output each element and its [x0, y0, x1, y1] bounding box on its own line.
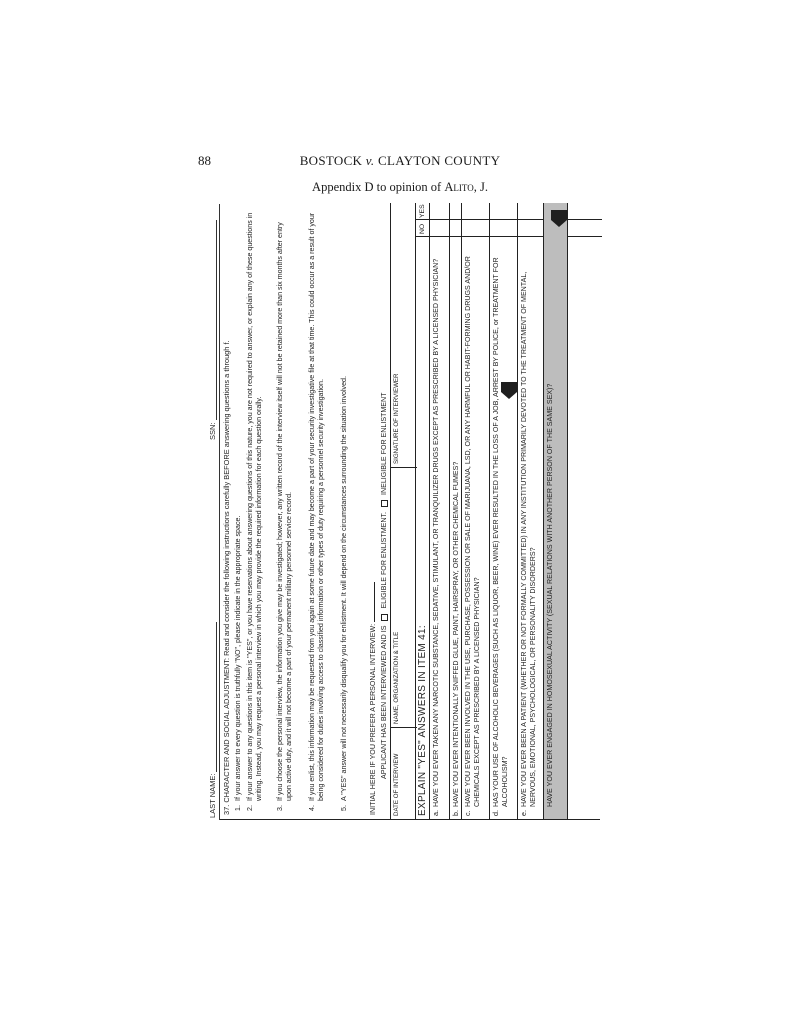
initial-here-label: INITIAL HERE IF YOU PREFER A PERSONAL INTERVIEW:: [369, 623, 377, 815]
appendix-caption: [0, 180, 800, 195]
instruction-text: If your answer to every question is truthfully "NO", please indicate in the appropriate space.: [234, 515, 242, 801]
ineligible-label: INELIGIBLE FOR ENLISTMENT: [380, 392, 388, 495]
appendix-prefix: Appendix D to opinion of: [312, 180, 445, 194]
instruction-text: If you choose the personal interview, the information you give may be investigated; however, any written record of the interview itself will not be retained more than six months after entry upon active duty, and it will not become a part of your permanent military personnel service record.: [276, 222, 293, 801]
initial-here-blank[interactable]: [369, 582, 375, 622]
no-column-header: NO: [419, 223, 426, 234]
running-head: [0, 153, 800, 169]
name-org-title-cell[interactable]: [391, 467, 417, 727]
appendix-suffix: , J.: [473, 180, 488, 194]
marker-shape: [551, 210, 567, 227]
running-head-versus: v.: [365, 153, 375, 168]
question-e-row: [518, 203, 544, 819]
question-a-row: [430, 203, 450, 819]
rotated-form-frame: [202, 202, 602, 830]
instruction-number: 5.: [340, 805, 348, 811]
instruction-5: [340, 211, 349, 811]
eligible-checkbox[interactable]: [381, 614, 388, 621]
date-of-interview-label: DATE OF INTERVIEW: [393, 753, 400, 816]
highlight-end-marker-icon[interactable]: [548, 206, 570, 228]
instruction-2: [246, 211, 263, 811]
instruction-number: 3.: [276, 805, 284, 811]
signature-cell[interactable]: [391, 203, 417, 467]
question-c-row: [462, 203, 490, 819]
enlistment-form: [202, 202, 602, 830]
last-name-field: [208, 622, 217, 818]
question-text: HAVE YOU EVER INTENTIONALLY SNIFFED GLUE, PAINT, HAIRSPRAY, OR OTHER CHEMICAL FUMES?: [452, 461, 460, 807]
instruction-number: 2.: [246, 805, 254, 811]
date-of-interview-cell[interactable]: [391, 727, 417, 819]
ssn-field: [208, 220, 217, 440]
applicant-status-line: [380, 393, 389, 780]
name-org-title-label: NAME, ORGANIZATION & TITLE: [393, 631, 400, 724]
question-text: HAVE YOU EVER ENGAGED IN HOMOSEXUAL ACTIVITY (SEXUAL RELATIONS WITH ANOTHER PERSON OF THE SAME SEX)?: [546, 383, 554, 807]
last-name-line: [210, 622, 217, 772]
question-letter: c.: [464, 810, 472, 816]
highlight-start-marker-icon[interactable]: [498, 378, 520, 400]
instruction-1: [234, 211, 243, 811]
explain-title: EXPLAIN "YES" ANSWERS IN ITEM 41:: [417, 625, 428, 816]
instruction-text: If you enlist, this information may be requested from you again at some future date and may become a part of your security investigative file at that time. This could occur as a result of your being considered for duties involving access to classified information or other types of duty requiring a personnel security investigation.: [308, 212, 325, 801]
initial-here-line: [369, 582, 378, 815]
question-grid: [416, 203, 600, 819]
question-text: HAVE YOU EVER BEEN A PATIENT (WHETHER OR NOT FORMALLY COMMITTED) IN ANY INSTITUTION PRIMARILY DEVOTED TO THE TREATMENT OF MENTAL, NERVOUS, EMOTIONAL, PSYCHOLOGICAL, OR PERSONALITY DISORDERS?: [520, 271, 537, 807]
instruction-text: A "YES" answer will not necessarily disqualify you for enlistment. It will depend on the circumstances surrounding the situation involved.: [340, 376, 348, 801]
instruction-text: If your answer to any questions in this item is "YES", or you have reservations about answering questions of this nature, you are not required to answer, or explain any of these questions in writing. Instead, you may request a personal interview in which you may provide the required information for each question orally.: [246, 212, 263, 801]
form-header-row: [206, 204, 220, 820]
question-letter: a.: [432, 810, 440, 816]
question-f-row-highlighted: [544, 203, 568, 819]
question-b-row: [450, 203, 462, 819]
instruction-number: 4.: [308, 805, 316, 811]
signature-label: SIGNATURE OF INTERVIEWER: [393, 373, 400, 464]
question-text: HAS YOUR USE OF ALCOHOLIC BEVERAGES (SUCH AS LIQUOR, BEER, WINE) EVER RESULTED IN THE LOSS OF A JOB, ARREST BY POLICE, or TREATMENT FOR ALCOHOLISM?: [492, 257, 509, 807]
applicant-interviewed-label: APPLICANT HAS BEEN INTERVIEWED AND IS: [380, 625, 388, 779]
yes-column-header: YES: [419, 204, 426, 218]
page-number: 88: [198, 153, 211, 168]
last-name-label: LAST NAME:: [208, 773, 217, 818]
eligible-label: ELIGIBLE FOR ENLISTMENT.: [380, 511, 388, 609]
instruction-number: 1.: [234, 805, 242, 811]
section-37-box: [220, 204, 600, 820]
interview-table: [390, 203, 416, 819]
ssn-line: [210, 220, 217, 420]
question-text: HAVE YOU EVER BEEN INVOLVED IN THE USE, PURCHASE, POSSESSION OR SALE OF MARIJUANA, LSD, OR ANY HARMFUL OR HABIT-FORMING DRUGS AND/OR CHEMICALS EXCEPT AS PRESCRIBED BY A LICENSED PHYSICIAN?: [464, 256, 481, 807]
appendix-author: Alito: [444, 180, 474, 194]
section-title: 37. CHARACTER AND SOCIAL ADJUSTMENT: Read and consider the following instructions carefully BEFORE answering questions a through f.: [222, 340, 231, 815]
marker-shape: [501, 382, 517, 399]
ssn-label: SSN:: [208, 422, 217, 440]
question-letter: b.: [452, 810, 460, 816]
question-letter: e.: [520, 810, 528, 816]
instruction-4: [308, 211, 325, 811]
running-head-part-2: CLAYTON COUNTY: [374, 153, 501, 168]
question-letter: d.: [492, 810, 500, 816]
ineligible-checkbox[interactable]: [381, 500, 388, 507]
running-head-part-1: BOSTOCK: [299, 153, 366, 168]
question-text: HAVE YOU EVER TAKEN ANY NARCOTIC SUBSTANCE, SEDATIVE, STIMULANT, OR TRANQUILIZER DRUGS EXCEPT AS PRESCRIBED BY A LICENSED PHYSICIAN?: [432, 258, 440, 807]
instruction-3: [276, 211, 293, 811]
question-d-row: [490, 203, 518, 819]
